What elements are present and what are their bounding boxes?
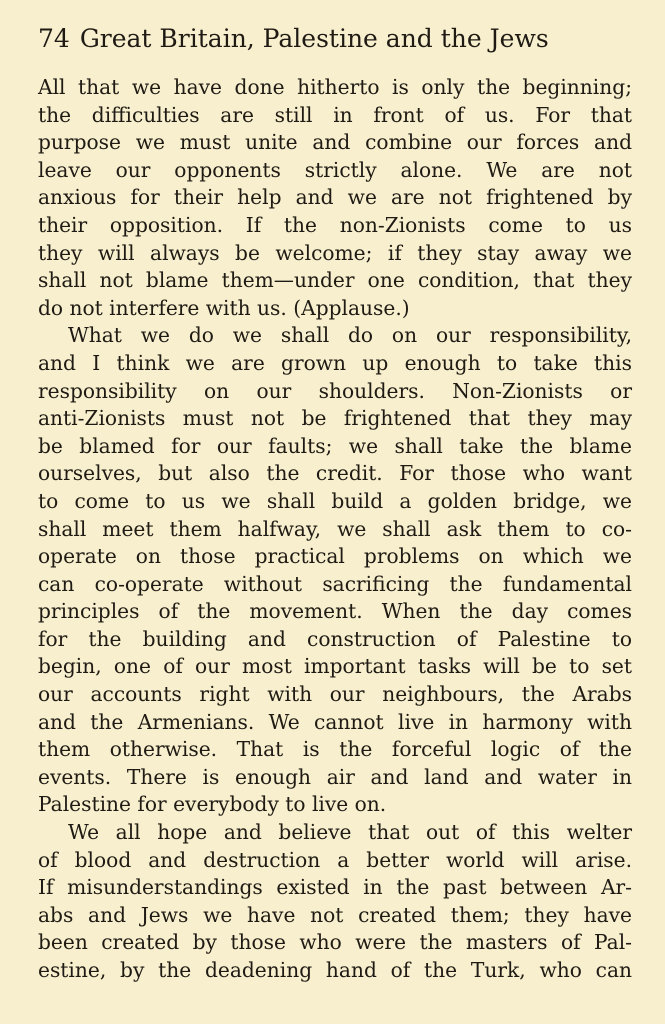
- text-line: responsibility on our shoulders. Non-Zionists or: [38, 378, 632, 403]
- book-page: [38, 24, 632, 985]
- text-line: events. There is enough air and land and water in: [38, 764, 632, 789]
- text-line: can co-operate without sacrificing the fundamental: [38, 571, 632, 596]
- text-line: What we do we shall do on our responsibility,: [68, 323, 632, 348]
- text-line: our accounts right with our neighbours, the Arabs: [38, 682, 632, 707]
- text-line: We all hope and believe that out of this welter: [68, 820, 632, 845]
- text-line: shall not blame them—under one condition, that they: [38, 268, 632, 293]
- text-line: estine, by the deadening hand of the Turk, who can: [38, 958, 632, 982]
- running-head-title: Great Britain, Palestine and the Jews: [79, 24, 549, 53]
- paragraph: [38, 819, 632, 985]
- text-line: ourselves, but also the credit. For those who want: [38, 461, 632, 486]
- text-line: and I think we are grown up enough to take this: [38, 350, 632, 375]
- paragraph: [38, 74, 632, 322]
- text-line: begin, one of our most important tasks will be to set: [38, 654, 632, 679]
- text-line: be blamed for our faults; we shall take the blame: [38, 433, 632, 458]
- text-line: been created by those who were the masters of Pal-: [38, 930, 632, 955]
- text-line: for the building and construction of Palestine to: [38, 626, 632, 651]
- text-line: leave our opponents strictly alone. We are not: [38, 157, 632, 182]
- text-line: If misunderstandings existed in the past between Ar-: [38, 875, 632, 900]
- running-head: [38, 24, 632, 54]
- text-line: and the Armenians. We cannot live in harmony with: [38, 709, 632, 734]
- text-line: shall meet them halfway, we shall ask them to co-: [38, 516, 632, 541]
- text-line: abs and Jews we have not created them; they have: [38, 902, 632, 927]
- paragraph: [38, 322, 632, 819]
- text-line: the difficulties are still in front of us. For that: [38, 102, 632, 127]
- text-line: them otherwise. That is the forceful logic of the: [38, 737, 632, 762]
- body-text: [38, 74, 632, 985]
- text-line: of blood and destruction a better world will arise.: [38, 847, 632, 872]
- text-line: All that we have done hitherto is only the beginning;: [38, 75, 632, 99]
- text-line: do not interfere with us. (Applause.): [38, 295, 410, 320]
- text-line: principles of the movement. When the day comes: [38, 599, 632, 624]
- text-line: to come to us we shall build a golden bridge, we: [38, 488, 632, 513]
- page-number: 74: [38, 24, 70, 53]
- text-line: operate on those practical problems on which we: [38, 544, 632, 569]
- text-line: Palestine for everybody to live on.: [38, 792, 387, 817]
- text-line: anxious for their help and we are not frightened by: [38, 185, 632, 210]
- text-line: purpose we must unite and combine our forces and: [38, 130, 632, 155]
- text-line: anti-Zionists must not be frightened that they may: [38, 406, 632, 431]
- text-line: they will always be welcome; if they stay away we: [38, 240, 632, 265]
- text-line: their opposition. If the non-Zionists come to us: [38, 212, 632, 237]
